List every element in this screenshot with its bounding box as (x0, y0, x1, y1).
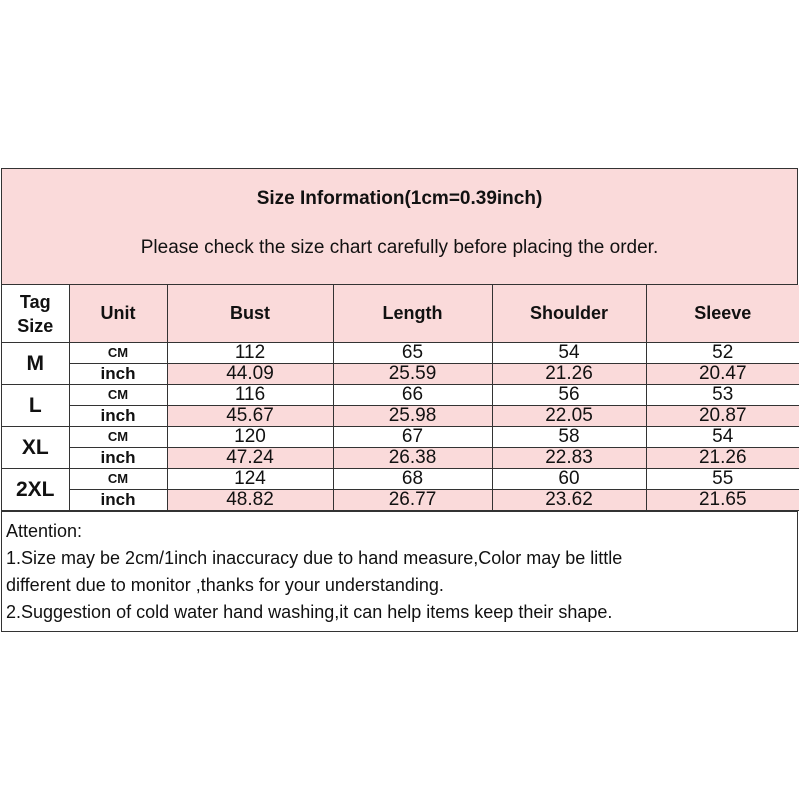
column-header-bust: Bust (167, 285, 333, 343)
unit-inch: inch (69, 448, 167, 469)
tag-size-line1: Tag (19, 291, 51, 312)
bust-cm: 112 (167, 343, 333, 364)
length-cm: 68 (333, 469, 492, 490)
length-inch: 25.59 (333, 364, 492, 385)
column-header-length: Length (333, 285, 492, 343)
table-row (2, 427, 799, 448)
sleeve-inch: 21.65 (646, 490, 799, 511)
bust-inch: 48.82 (167, 490, 333, 511)
table-row (2, 490, 799, 511)
shoulder-inch: 21.26 (492, 364, 646, 385)
length-cm: 67 (333, 427, 492, 448)
sleeve-cm: 52 (646, 343, 799, 364)
table-row (2, 469, 799, 490)
sleeve-cm: 54 (646, 427, 799, 448)
length-cm: 66 (333, 385, 492, 406)
bust-inch: 44.09 (167, 364, 333, 385)
size-label: 2XL (2, 469, 69, 511)
table-row (2, 448, 799, 469)
unit-inch: inch (69, 406, 167, 427)
bust-inch: 45.67 (167, 406, 333, 427)
chart-title: Size Information(1cm=0.39inch) (256, 188, 543, 209)
shoulder-cm: 60 (492, 469, 646, 490)
length-cm: 65 (333, 343, 492, 364)
shoulder-cm: 58 (492, 427, 646, 448)
notes-line-3: 2.Suggestion of cold water hand washing,it can help items keep their shape. (6, 602, 613, 622)
table-row (2, 364, 799, 385)
size-chart (1, 168, 798, 632)
unit-inch: inch (69, 490, 167, 511)
unit-cm: CM (69, 427, 167, 448)
unit-cm: CM (69, 385, 167, 406)
sleeve-inch: 20.47 (646, 364, 799, 385)
chart-subtitle: Please check the size chart carefully before placing the order. (140, 237, 659, 258)
table-row (2, 406, 799, 427)
bust-inch: 47.24 (167, 448, 333, 469)
notes-heading: Attention: (6, 521, 83, 541)
tag-size-line2: Size (17, 315, 54, 336)
bust-cm: 116 (167, 385, 333, 406)
sleeve-inch: 21.26 (646, 448, 799, 469)
unit-cm: CM (69, 343, 167, 364)
shoulder-cm: 54 (492, 343, 646, 364)
notes-line-2: different due to monitor ,thanks for your understanding. (6, 575, 444, 595)
chart-header (2, 169, 797, 285)
size-label: XL (2, 427, 69, 469)
sleeve-inch: 20.87 (646, 406, 799, 427)
size-label: M (2, 343, 69, 385)
shoulder-inch: 22.83 (492, 448, 646, 469)
column-header-shoulder: Shoulder (492, 285, 646, 343)
shoulder-inch: 23.62 (492, 490, 646, 511)
table-header-row (2, 285, 799, 343)
length-inch: 25.98 (333, 406, 492, 427)
length-inch: 26.77 (333, 490, 492, 511)
shoulder-cm: 56 (492, 385, 646, 406)
notes-line-1: 1.Size may be 2cm/1inch inaccuracy due to hand measure,Color may be little (6, 548, 623, 568)
bust-cm: 124 (167, 469, 333, 490)
column-header-sleeve: Sleeve (646, 285, 799, 343)
table-row (2, 343, 799, 364)
sleeve-cm: 55 (646, 469, 799, 490)
unit-cm: CM (69, 469, 167, 490)
length-inch: 26.38 (333, 448, 492, 469)
sleeve-cm: 53 (646, 385, 799, 406)
column-header-tag-size (2, 285, 69, 343)
bust-cm: 120 (167, 427, 333, 448)
table-row (2, 385, 799, 406)
unit-inch: inch (69, 364, 167, 385)
column-header-unit: Unit (69, 285, 167, 343)
attention-notes (2, 511, 797, 631)
size-label: L (2, 385, 69, 427)
size-table (2, 285, 799, 511)
shoulder-inch: 22.05 (492, 406, 646, 427)
